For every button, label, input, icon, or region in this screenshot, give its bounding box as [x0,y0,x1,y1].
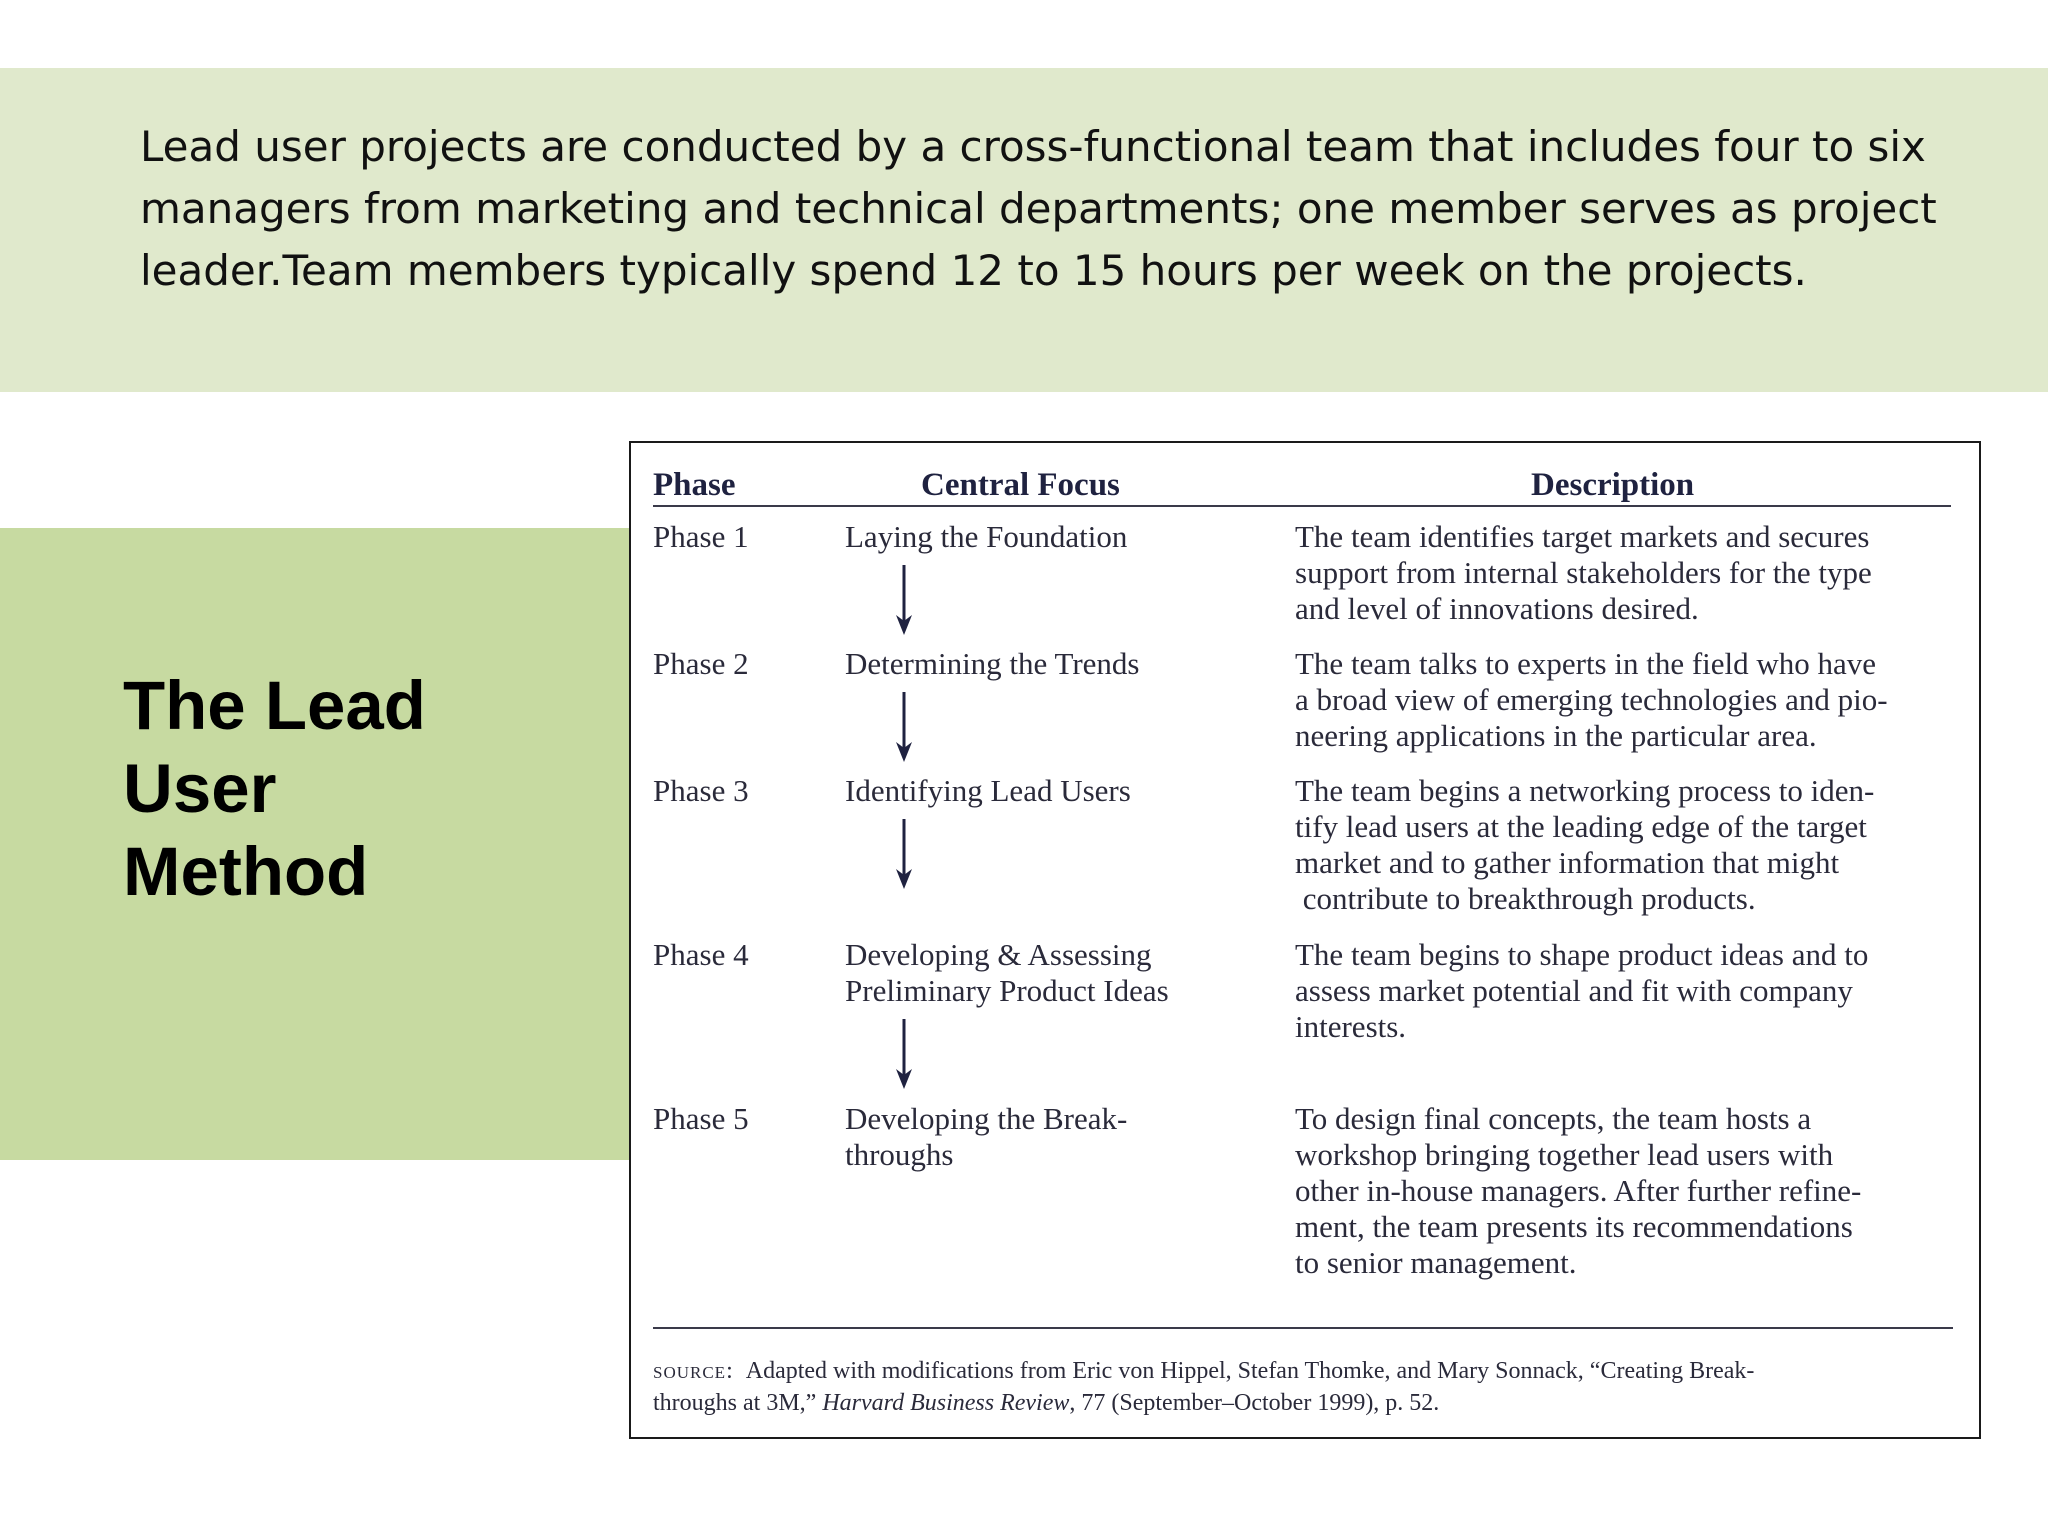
row-3-desc-line-3: market and to gather information that might [1295,845,1840,880]
row-4-desc-line-1: The team begins to shape product ideas and to [1295,937,1869,972]
row-5-desc-line-3: other in-house managers. After further refine- [1295,1173,1862,1208]
row-1-focus-line: Laying the Foundation [845,519,1128,554]
row-1-desc-line-2: support from internal stakeholders for the type [1295,555,1872,590]
row-3-focus [845,773,1265,809]
header-phase: Phase [653,467,736,503]
row-5-focus-line-2: throughs [845,1137,954,1172]
slide-title-line-2: User [123,750,277,827]
row-3-desc-line-4: contribute to breakthrough products. [1295,881,1756,916]
row-2-focus-line: Determining the Trends [845,646,1140,681]
header-description: Description [1531,467,1695,503]
lead-user-phase-table [629,441,1981,1439]
row-4-focus-line-2: Preliminary Product Ideas [845,973,1169,1008]
row-3-focus-line: Identifying Lead Users [845,773,1131,808]
row-3-desc-line-2: tify lead users at the leading edge of the target [1295,809,1867,844]
row-4-phase: Phase 4 [653,937,749,972]
header-divider [653,505,1951,507]
row-2-description [1295,646,1965,754]
row-2-desc-line-3: neering applications in the particular area. [1295,718,1817,753]
row-5-desc-line-4: ment, the team presents its recommendations [1295,1209,1853,1244]
row-5-phase: Phase 5 [653,1101,749,1136]
row-3-phase: Phase 3 [653,773,749,808]
row-1-focus [845,519,1265,555]
header-central-focus: Central Focus [921,467,1120,503]
slide-title [123,664,583,913]
row-1-description [1295,519,1965,627]
row-4-focus-line-1: Developing & Assessing [845,937,1152,972]
row-5-desc-line-5: to senior management. [1295,1245,1577,1280]
row-5-focus-line-1: Developing the Break- [845,1101,1128,1136]
source-citation [653,1355,1963,1419]
row-2-focus [845,646,1265,682]
row-4-description [1295,937,1965,1045]
row-3-description [1295,773,1965,917]
row-5-focus [845,1101,1265,1173]
row-4-desc-line-3: interests. [1295,1009,1407,1044]
slide-title-line-3: Method [123,833,369,910]
row-2-desc-line-1: The team talks to experts in the field who have [1295,646,1877,681]
source-text-2: throughs at 3M,” [653,1390,817,1416]
row-5-description [1295,1101,1965,1281]
row-3-desc-line-1: The team begins a networking process to iden- [1295,773,1875,808]
row-1-desc-line-1: The team identifies target markets and secures [1295,519,1870,554]
row-2-phase: Phase 2 [653,646,749,681]
slide-title-line-1: The Lead [123,667,426,744]
row-4-desc-line-2: assess market potential and fit with company [1295,973,1853,1008]
footer-divider [653,1327,1953,1329]
arrow-down-icon [893,819,915,891]
intro-paragraph: Lead user projects are conducted by a cross-functional team that includes four to six managers from marketing and technical departments; one member serves as project leader.Team members typically spend 12 to 15 hours per week on the projects. [140,122,1937,295]
row-5-desc-line-2: workshop bringing together lead users with [1295,1137,1834,1172]
source-journal: Harvard Business Review [822,1390,1070,1416]
source-text-1: Adapted with modifications from Eric von Hippel, Stefan Thomke, and Mary Sonnack, “Creating Break- [745,1358,1755,1384]
row-1-phase: Phase 1 [653,519,749,554]
source-label: source: [653,1358,734,1384]
row-2-desc-line-2: a broad view of emerging technologies and pio- [1295,682,1888,717]
arrow-down-icon [893,1019,915,1091]
arrow-down-icon [893,565,915,637]
row-1-desc-line-3: and level of innovations desired. [1295,591,1699,626]
arrow-down-icon [893,692,915,764]
row-4-focus [845,937,1265,1009]
source-text-3: , 77 (September–October 1999), p. 52. [1069,1390,1440,1416]
row-5-desc-line-1: To design final concepts, the team hosts a [1295,1101,1812,1136]
